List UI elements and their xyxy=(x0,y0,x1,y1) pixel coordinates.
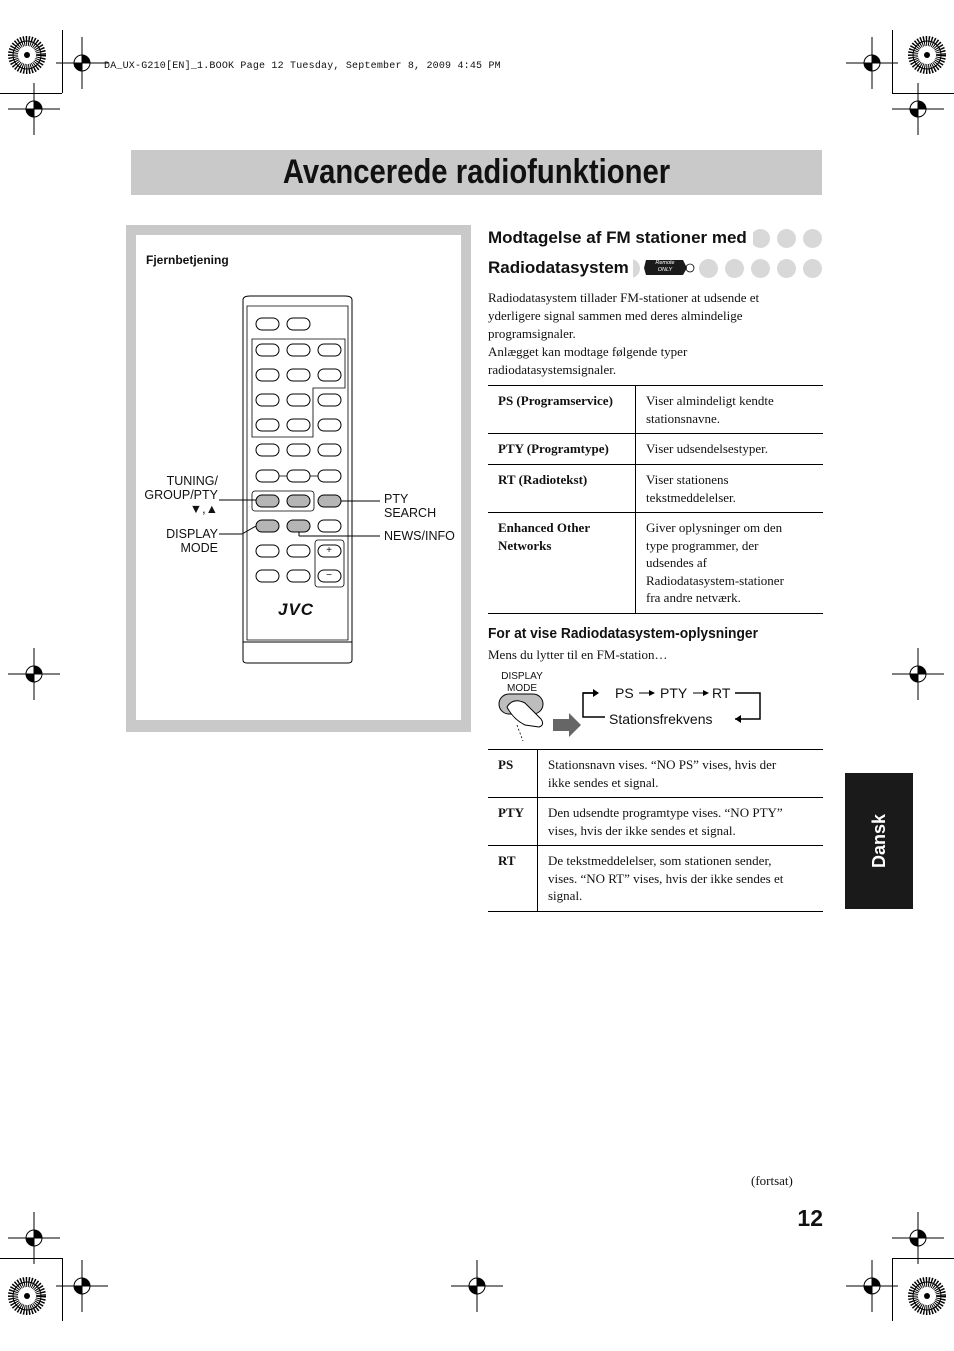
jvc-logo: JVC xyxy=(278,600,315,619)
title-bar xyxy=(131,150,822,195)
print-header-info: DA_UX-G210[EN]_1.BOOK Page 12 Tuesday, September 8, 2009 4:45 PM xyxy=(104,61,501,72)
intro-text: Radiodatasystem tillader FM-stationer at udsende et yderligere signal sammen med deres almindelige programsignaler. Anlægget kan modtage følgende typer radiodatasystemsignaler. xyxy=(488,290,760,377)
section-heading-line1: Modtagelse af FM stationer med xyxy=(488,227,753,249)
section-heading-line2: Radiodatasystem xyxy=(488,257,633,279)
remote-only-icon: Remote ONLY xyxy=(643,259,687,275)
table-row: RT De tekstmeddelelser, som stationen sender, vises. “NO RT” vises, hvis der ikke sendes et signal. xyxy=(488,846,823,912)
signal-table xyxy=(488,385,823,614)
table-row: RT (Radiotekst) Viser stationens tekstmeddelelser. xyxy=(488,465,823,513)
continued-note: (fortsat) xyxy=(751,1173,793,1188)
cycle-rt: RT xyxy=(712,685,731,701)
page-title: Avancerede radiofunktioner xyxy=(282,153,671,191)
volume-minus-label: − xyxy=(326,570,332,581)
language-tab-label: Dansk xyxy=(869,813,889,869)
display-mode-button-label: DISPLAY MODE xyxy=(501,671,543,694)
tuning-label: TUNING/ GROUP/PTY ▼,▲ xyxy=(144,474,218,516)
table-row: PS (Programservice) Viser almindeligt kendte stationsnavne. xyxy=(488,386,823,434)
cycle-frequency: Stationsfrekvens xyxy=(609,711,713,727)
subsection-heading: For at vise Radiodatasystem-oplysninger xyxy=(488,625,758,642)
page-number: 12 xyxy=(797,1205,823,1231)
subsection-note: Mens du lytter til en FM-station… xyxy=(488,647,668,662)
pty-search-label: PTY SEARCH xyxy=(384,492,437,520)
language-tab xyxy=(845,773,913,909)
remote-caption: Fjernbetjening xyxy=(146,253,229,267)
cycle-pty: PTY xyxy=(660,685,688,701)
display-table xyxy=(488,749,823,912)
volume-plus-label: + xyxy=(326,545,332,556)
display-mode-label: DISPLAY MODE xyxy=(166,527,218,555)
news-info-label: NEWS/INFO xyxy=(384,529,455,543)
table-row: PS Stationsnavn vises. “NO PS” vises, hvis der ikke sendes et signal. xyxy=(488,750,823,798)
cycle-ps: PS xyxy=(615,685,634,701)
table-row: PTY (Programtype) Viser udsendelsestyper. xyxy=(488,434,823,465)
table-row: PTY Den udsendte programtype vises. “NO PTY” vises, hvis der ikke sendes et signal. xyxy=(488,798,823,846)
table-row: Enhanced Other Networks Giver oplysninger om den type programmer, der udsendes af Radiodatasystem-stationer fra andre netværk. xyxy=(488,513,823,614)
